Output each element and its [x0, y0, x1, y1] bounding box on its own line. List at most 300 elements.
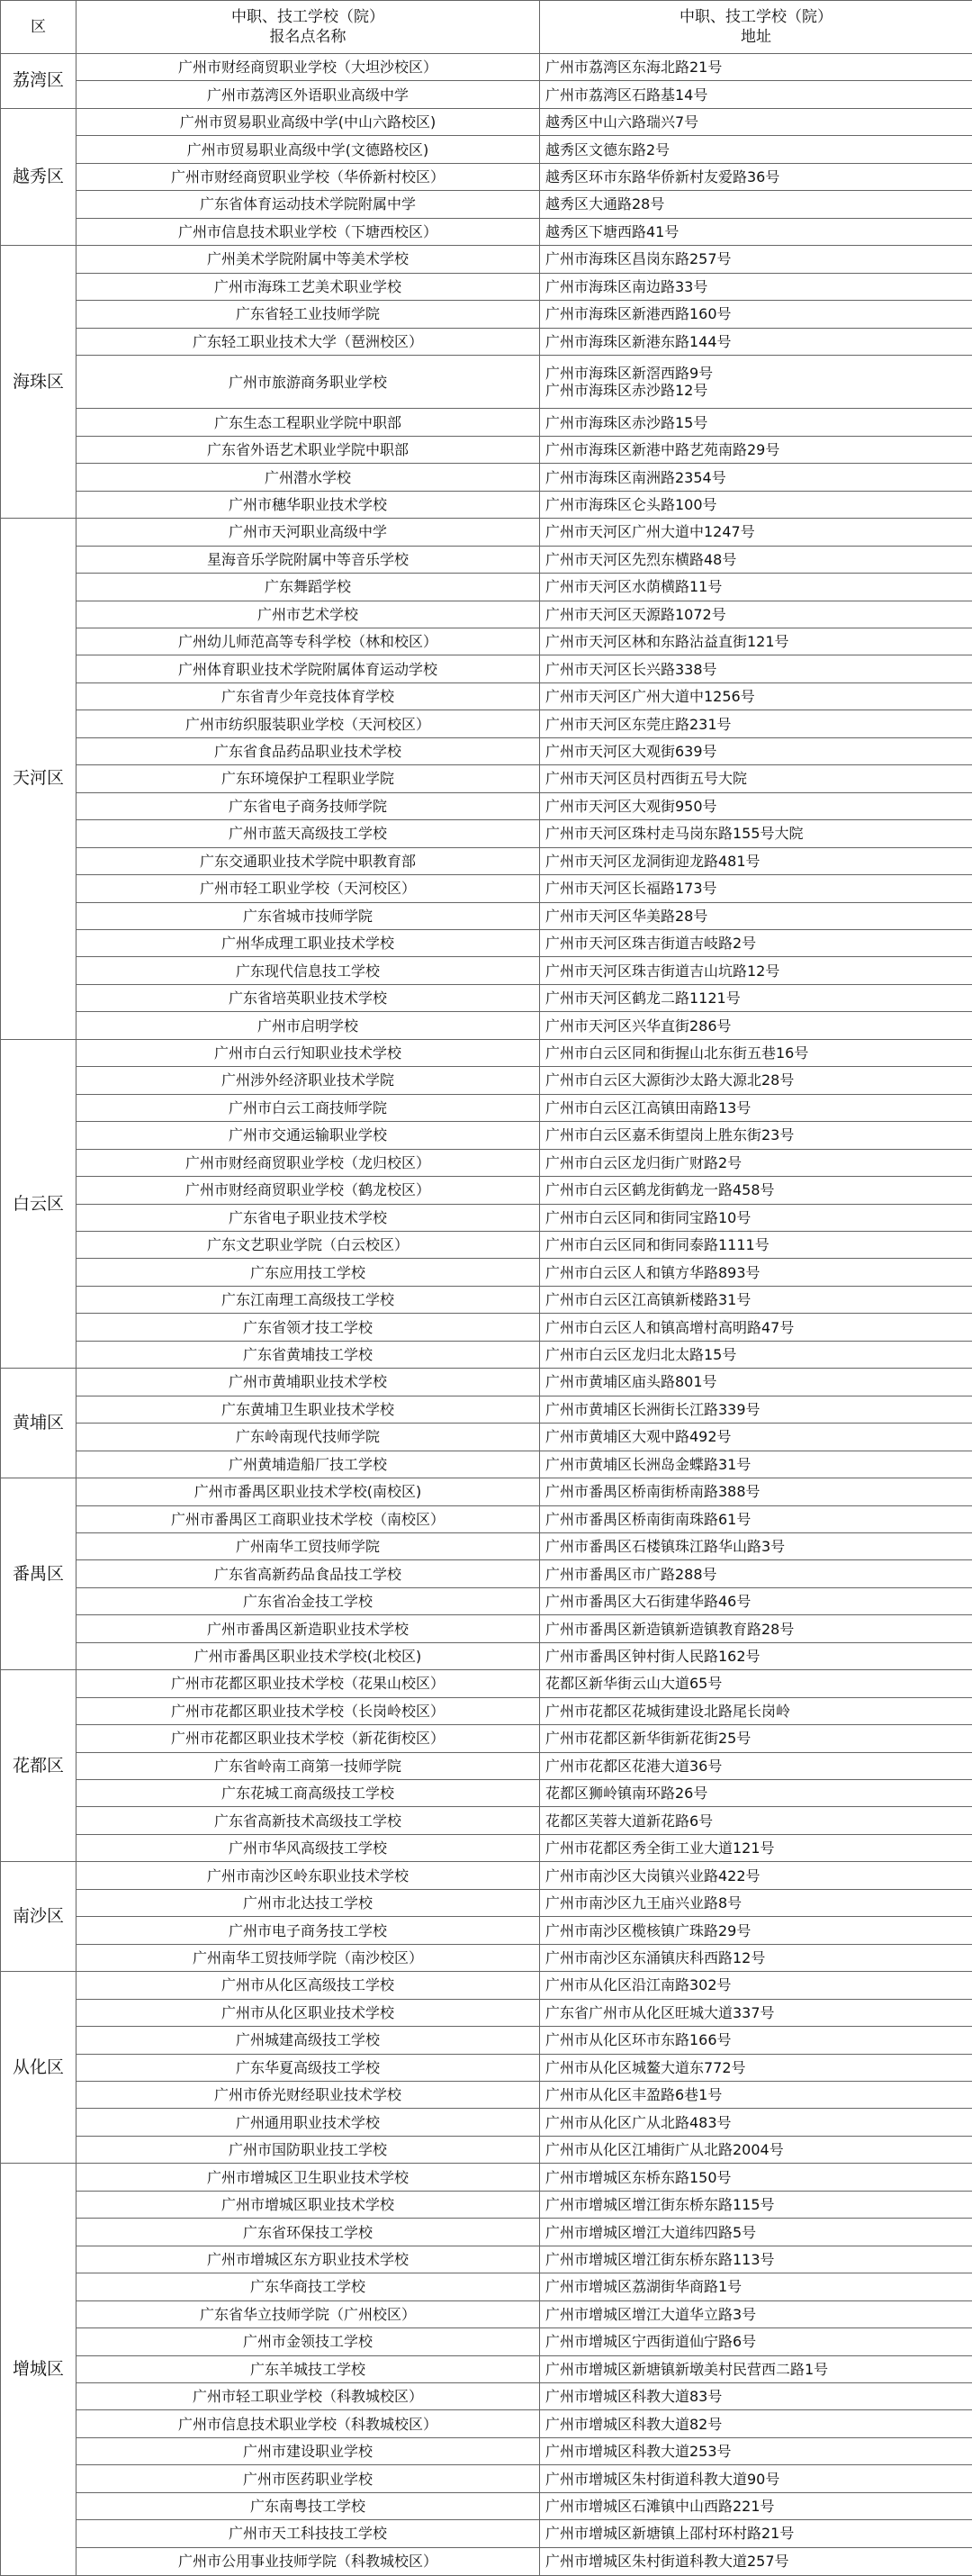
table-row [1, 902, 972, 929]
school-name-cell: 广州市从化区高级技工学校 [76, 1972, 540, 1999]
address-line: 广州市增城区东桥东路150号 [545, 2168, 732, 2186]
school-name-cell: 广州市天工科技技工学校 [76, 2520, 540, 2547]
address-line: 广州市荔湾区东海北路21号 [545, 59, 723, 77]
address-cell [540, 1369, 972, 1396]
table-row [1, 1012, 972, 1039]
address-line: 广州市从化区沿江南路302号 [545, 1976, 732, 1994]
address-line: 广州市番禺区石楼镇珠江路华山路3号 [545, 1538, 786, 1556]
address-cell [540, 710, 972, 737]
school-name-cell: 广东华商技工学校 [76, 2273, 540, 2300]
address-cell [540, 2437, 972, 2464]
table-row [1, 1341, 972, 1368]
school-name-cell: 广东黄埔卫生职业技术学校 [76, 1396, 540, 1423]
address-cell [540, 409, 972, 436]
school-name-cell: 广东省轻工业技师学院 [76, 301, 540, 328]
school-name-cell: 广东省黄埔技工学校 [76, 1341, 540, 1368]
address-cell [540, 765, 972, 792]
school-name-cell: 广东舞蹈学校 [76, 574, 540, 601]
address-cell [540, 682, 972, 710]
address-cell [540, 2465, 972, 2492]
address-cell [540, 2520, 972, 2547]
school-name-cell: 广东花城工商高级技工学校 [76, 1780, 540, 1807]
address-line: 广州市天河区长兴路338号 [545, 660, 717, 678]
district-cell: 从化区 [1, 1972, 76, 2164]
address-line: 广州市番禺区新造镇新造镇教育路28号 [545, 1620, 795, 1638]
school-name-cell: 广州体育职业技术学院附属体育运动学校 [76, 655, 540, 682]
address-cell [540, 1642, 972, 1669]
school-name-cell: 广州南华工贸技师学院（南沙校区） [76, 1944, 540, 1971]
table-row [1, 2082, 972, 2109]
address-line: 花都区新华街云山大道65号 [545, 1675, 723, 1693]
address-line: 广州市增城区科教大道82号 [545, 2415, 723, 2433]
school-name-cell: 广东生态工程职业学院中职部 [76, 409, 540, 436]
school-name-cell: 广州通用职业技术学校 [76, 2109, 540, 2136]
school-name-cell: 广州市花都区职业技术学校（长岗岭校区） [76, 1697, 540, 1724]
address-line: 广州市白云区龙归街广财路2号 [545, 1153, 742, 1171]
school-name-cell: 广州市贸易职业高级中学(文德路校区) [76, 136, 540, 163]
school-name-cell: 广州市花都区职业技术学校（新花街校区） [76, 1725, 540, 1752]
address-line: 广州市黄埔区庙头路801号 [545, 1373, 717, 1391]
school-name-cell: 广州市启明学校 [76, 1012, 540, 1039]
address-cell [540, 1341, 972, 1368]
address-cell [540, 1231, 972, 1258]
district-cell: 海珠区 [1, 246, 76, 519]
district-cell: 黄埔区 [1, 1369, 76, 1478]
address-cell [540, 1999, 972, 2026]
address-line: 广州市花都区秀全街工业大道121号 [545, 1839, 775, 1857]
address-line: 广州市增城区科教大道253号 [545, 2443, 732, 2461]
address-cell [540, 273, 972, 300]
address-column-header [540, 1, 972, 54]
table-row [1, 1834, 972, 1861]
address-line: 越秀区大通路28号 [545, 195, 665, 213]
school-name-cell: 广州市天河职业高级中学 [76, 519, 540, 546]
address-cell [540, 2300, 972, 2327]
address-line: 广州市天河区广州大道中1256号 [545, 688, 755, 706]
school-name-cell: 广州市增城区卫生职业技术学校 [76, 2164, 540, 2191]
school-name-cell: 广州市信息技术职业学校（下塘西校区） [76, 218, 540, 245]
table-row [1, 2109, 972, 2136]
table-row [1, 464, 972, 491]
address-cell [540, 491, 972, 518]
table-row [1, 1560, 972, 1587]
address-line: 广州市天河区长福路173号 [545, 880, 717, 898]
table-row [1, 1725, 972, 1752]
table-row [1, 2328, 972, 2355]
address-cell [540, 464, 972, 491]
address-cell [540, 1039, 972, 1066]
address-line: 广州市天河区天源路1072号 [545, 605, 726, 623]
address-line: 广州市海珠区仑头路100号 [545, 495, 717, 513]
table-row [1, 1532, 972, 1559]
address-line: 广州市增城区荔湖街华商路1号 [545, 2278, 742, 2296]
table-row [1, 246, 972, 273]
address-line: 广州市增城区增江街东桥东路113号 [545, 2250, 775, 2268]
table-header-row [1, 1, 972, 54]
table-row [1, 54, 972, 81]
school-name-cell: 广东省冶金技工学校 [76, 1587, 540, 1614]
table-row [1, 2136, 972, 2163]
address-cell [540, 1752, 972, 1779]
school-name-cell: 广东省高新药品食品技工学校 [76, 1560, 540, 1587]
table-row [1, 301, 972, 328]
school-name-cell: 广州市增城区职业技术学校 [76, 2191, 540, 2218]
address-cell [540, 546, 972, 573]
address-cell [540, 1670, 972, 1697]
school-name-cell: 广州城建高级技工学校 [76, 2027, 540, 2054]
school-name-cell: 广州市电子商务技工学校 [76, 1917, 540, 1944]
school-name-cell: 广州市交通运输职业学校 [76, 1122, 540, 1149]
table-row [1, 1094, 972, 1121]
table-row [1, 108, 972, 135]
school-name-cell: 广东省体育运动技术学院附属中学 [76, 191, 540, 218]
table-row [1, 491, 972, 518]
address-header-line2: 地址 [741, 28, 771, 46]
table-row [1, 847, 972, 874]
address-line: 广州市南沙区九王庙兴业路8号 [545, 1894, 742, 1912]
table-row [1, 2246, 972, 2273]
address-line: 广州市天河区林和东路沾益直街121号 [545, 633, 789, 651]
address-cell [540, 1917, 972, 1944]
school-name-cell: 广东应用技工学校 [76, 1259, 540, 1286]
table-row [1, 328, 972, 355]
school-header-line2: 报名点名称 [269, 28, 346, 46]
address-cell [540, 2383, 972, 2410]
table-row [1, 2191, 972, 2218]
address-line: 广州市番禺区市广路288号 [545, 1565, 717, 1583]
district-cell: 荔湾区 [1, 54, 76, 109]
district-cell: 天河区 [1, 519, 76, 1040]
table-row [1, 1259, 972, 1286]
address-cell [540, 1725, 972, 1752]
table-row [1, 710, 972, 737]
school-header-line1: 中职、技工学校（院） [231, 8, 384, 26]
school-name-cell: 广州涉外经济职业技术学院 [76, 1067, 540, 1094]
table-row [1, 2410, 972, 2437]
table-row [1, 1204, 972, 1231]
school-name-cell: 广州华成理工职业技术学校 [76, 929, 540, 956]
address-line: 广州市白云区龙归北太路15号 [545, 1346, 737, 1363]
school-name-cell: 广州市贸易职业高级中学(中山六路校区) [76, 108, 540, 135]
school-name-cell: 广东文艺职业学院（白云校区） [76, 1231, 540, 1258]
address-cell [540, 1780, 972, 1807]
address-line: 广州市天河区广州大道中1247号 [545, 523, 755, 541]
table-row [1, 1642, 972, 1669]
address-line: 广州市从化区江埔街广从北路2004号 [545, 2141, 784, 2159]
school-name-cell: 广州市穗华职业技术学校 [76, 491, 540, 518]
address-cell [540, 2027, 972, 2054]
address-cell [540, 2191, 972, 2218]
address-cell [540, 1834, 972, 1861]
address-line-secondary: 广州市海珠区赤沙路12号 [545, 382, 708, 400]
address-line: 广州市天河区大观街639号 [545, 743, 717, 761]
address-cell [540, 108, 972, 135]
table-row [1, 1670, 972, 1697]
school-name-cell: 广州美术学院附属中等美术学校 [76, 246, 540, 273]
table-row [1, 737, 972, 764]
table-row [1, 1697, 972, 1724]
table-row [1, 1451, 972, 1478]
address-line: 广州市黄埔区大观中路492号 [545, 1428, 732, 1446]
school-name-cell: 广州市白云行知职业技术学校 [76, 1039, 540, 1066]
address-line: 广州市海珠区新港中路艺苑南路29号 [545, 441, 780, 459]
address-line: 广州市黄埔区长洲街长江路339号 [545, 1400, 760, 1418]
address-cell [540, 1478, 972, 1505]
address-cell [540, 792, 972, 819]
address-line: 广州市增城区增江街东桥东路115号 [545, 2196, 775, 2214]
address-cell [540, 1889, 972, 1916]
table-row [1, 1917, 972, 1944]
table-row [1, 1369, 972, 1396]
school-name-cell: 广东羊城技工学校 [76, 2355, 540, 2382]
school-name-cell: 广东省培英职业技术学校 [76, 984, 540, 1011]
table-row [1, 2355, 972, 2382]
address-line: 越秀区环市东路华侨新村友爱路36号 [545, 168, 780, 186]
school-name-cell: 广东省电子职业技术学校 [76, 1204, 540, 1231]
address-cell [540, 2164, 972, 2191]
address-cell [540, 1094, 972, 1121]
table-row [1, 1862, 972, 1889]
school-name-cell: 广州市财经商贸职业学校（大坦沙校区） [76, 54, 540, 81]
school-name-cell: 广东交通职业技术学院中职教育部 [76, 847, 540, 874]
table-row [1, 2300, 972, 2327]
school-name-cell: 广东省食品药品职业技术学校 [76, 737, 540, 764]
address-cell [540, 2219, 972, 2246]
table-row [1, 1067, 972, 1094]
school-name-cell: 广州市南沙区岭东职业技术学校 [76, 1862, 540, 1889]
table-row [1, 1972, 972, 1999]
address-cell [540, 1012, 972, 1039]
address-line: 广州市增城区新塘镇上邵村环村路21号 [545, 2525, 795, 2543]
address-cell [540, 246, 972, 273]
school-name-cell: 广州市花都区职业技术学校（花果山校区） [76, 1670, 540, 1697]
school-name-cell: 广州市旅游商务职业学校 [76, 355, 540, 408]
address-cell [540, 2547, 972, 2575]
table-row [1, 1889, 972, 1916]
address-line: 广州市白云区同和街同宝路10号 [545, 1208, 752, 1226]
address-cell [540, 1122, 972, 1149]
table-row [1, 355, 972, 408]
address-cell [540, 2054, 972, 2081]
table-row [1, 1314, 972, 1341]
address-line: 广州市花都区新华街新花街25号 [545, 1730, 752, 1748]
school-name-cell: 广东省高新技术高级技工学校 [76, 1807, 540, 1834]
table-row [1, 1752, 972, 1779]
table-row [1, 1286, 972, 1313]
address-cell [540, 574, 972, 601]
address-line: 广州市天河区员村西街五号大院 [545, 770, 748, 788]
address-cell [540, 81, 972, 108]
school-name-cell: 广州市医药职业学校 [76, 2465, 540, 2492]
table-row [1, 1505, 972, 1532]
table-row [1, 2054, 972, 2081]
district-cell: 南沙区 [1, 1862, 76, 1972]
school-name-cell: 广东省岭南工商第一技师学院 [76, 1752, 540, 1779]
school-name-cell: 广州潜水学校 [76, 464, 540, 491]
school-name-cell: 广州市番禺区职业技术学校(南校区) [76, 1478, 540, 1505]
table-row [1, 546, 972, 573]
table-row [1, 957, 972, 984]
school-name-cell: 广州市纺织服装职业学校（天河校区） [76, 710, 540, 737]
address-cell [540, 1587, 972, 1614]
address-line: 广州市从化区广从北路483号 [545, 2113, 732, 2131]
address-cell [540, 2136, 972, 2163]
table-row [1, 191, 972, 218]
address-line: 广州市海珠区新滘西路9号 [545, 365, 714, 383]
table-row [1, 820, 972, 847]
address-line: 越秀区下塘西路41号 [545, 222, 680, 240]
address-line: 广州市增城区新塘镇新墩美村民营西二路1号 [545, 2360, 829, 2378]
address-cell [540, 1560, 972, 1587]
address-cell [540, 328, 972, 355]
address-line: 广州市番禺区大石街建华路46号 [545, 1593, 752, 1611]
school-name-cell: 广东省城市技师学院 [76, 902, 540, 929]
address-line: 广州市从化区丰盈路6巷1号 [545, 2086, 723, 2104]
school-name-cell: 广州市信息技术职业学校（科教城校区） [76, 2410, 540, 2437]
address-cell [540, 1972, 972, 1999]
address-line: 广州市番禺区桥南街桥南路388号 [545, 1483, 760, 1501]
district-cell: 越秀区 [1, 108, 76, 245]
school-name-cell: 广州市番禺区职业技术学校(北校区) [76, 1642, 540, 1669]
address-cell [540, 601, 972, 628]
address-cell [540, 1862, 972, 1889]
table-row [1, 218, 972, 245]
school-name-cell: 广州市财经商贸职业学校（鹤龙校区） [76, 1177, 540, 1204]
address-cell [540, 1424, 972, 1451]
address-line: 广州市海珠区新港东路144号 [545, 332, 732, 350]
table-row [1, 81, 972, 108]
table-row [1, 1149, 972, 1176]
address-cell [540, 902, 972, 929]
school-name-cell: 广州市北达技工学校 [76, 1889, 540, 1916]
district-column-header [1, 1, 76, 54]
table-row [1, 1944, 972, 1971]
school-name-cell: 广州市海珠工艺美术职业学校 [76, 273, 540, 300]
address-line: 广州市天河区先烈东横路48号 [545, 550, 737, 568]
table-row [1, 1807, 972, 1834]
address-line: 广州市南沙区榄核镇广珠路29号 [545, 1921, 752, 1939]
address-line: 越秀区中山六路瑞兴7号 [545, 113, 699, 131]
school-name-cell: 广州市番禺区工商职业技术学校（南校区） [76, 1505, 540, 1532]
table-row [1, 929, 972, 956]
table-row [1, 1039, 972, 1066]
address-line: 广州市白云区同和街握山北东街五巷16号 [545, 1044, 809, 1062]
address-line: 广州市南沙区东涌镇庆科西路12号 [545, 1948, 766, 1966]
address-line: 广州市南沙区大岗镇兴业路422号 [545, 1866, 760, 1885]
table-row [1, 2465, 972, 2492]
address-cell [540, 2082, 972, 2109]
address-cell [540, 436, 972, 463]
address-line: 广州市番禺区桥南街南珠路61号 [545, 1510, 752, 1528]
address-cell [540, 54, 972, 81]
school-name-cell: 广州市建设职业学校 [76, 2437, 540, 2464]
address-cell [540, 1314, 972, 1341]
school-name-cell: 广州市白云工商技师学院 [76, 1094, 540, 1121]
address-line: 广州市海珠区南边路33号 [545, 277, 708, 295]
school-name-cell: 广州市轻工职业学校（天河校区） [76, 875, 540, 902]
address-line: 广州市海珠区南洲路2354号 [545, 468, 726, 486]
table-row [1, 1615, 972, 1642]
address-cell [540, 163, 972, 190]
school-name-cell: 广州市轻工职业学校（科教城校区） [76, 2383, 540, 2410]
school-name-cell: 广州市增城区东方职业技术学校 [76, 2246, 540, 2273]
address-line: 广州市增城区朱村街道科教大道90号 [545, 2470, 780, 2488]
table-row [1, 574, 972, 601]
table-row [1, 875, 972, 902]
table-row [1, 984, 972, 1011]
school-name-cell: 广州市华风高级技工学校 [76, 1834, 540, 1861]
address-cell [540, 1505, 972, 1532]
school-name-cell: 广东省电子商务技师学院 [76, 792, 540, 819]
table-row [1, 682, 972, 710]
address-cell [540, 519, 972, 546]
table-row [1, 1177, 972, 1204]
address-cell [540, 628, 972, 655]
table-row [1, 628, 972, 655]
school-name-cell: 广州市金领技工学校 [76, 2328, 540, 2355]
address-cell [540, 1204, 972, 1231]
school-name-cell: 广东现代信息技工学校 [76, 957, 540, 984]
address-cell [540, 2355, 972, 2382]
school-name-cell: 广州市财经商贸职业学校（龙归校区） [76, 1149, 540, 1176]
table-row [1, 163, 972, 190]
address-line: 花都区芙蓉大道新花路6号 [545, 1812, 714, 1830]
address-line: 广州市白云区嘉禾街望岗上胜东街23号 [545, 1126, 795, 1144]
school-name-cell: 广州市从化区职业技术学校 [76, 1999, 540, 2026]
address-line: 广州市白云区人和镇方华路893号 [545, 1263, 760, 1281]
table-row [1, 519, 972, 546]
address-cell [540, 1286, 972, 1313]
district-cell: 增城区 [1, 2164, 76, 2576]
address-line: 广州市从化区环市东路166号 [545, 2031, 732, 2049]
address-cell [540, 655, 972, 682]
address-cell [540, 2492, 972, 2519]
table-row [1, 1396, 972, 1423]
school-name-cell: 广州市公用事业技师学院（科教城校区） [76, 2547, 540, 2575]
address-line: 花都区狮岭镇南环路26号 [545, 1785, 708, 1803]
address-cell [540, 2328, 972, 2355]
address-line: 广州市白云区人和镇高增村高明路47号 [545, 1318, 795, 1336]
district-cell: 番禺区 [1, 1478, 76, 1670]
school-name-cell: 广州市侨光财经职业技术学校 [76, 2082, 540, 2109]
address-line: 广州市荔湾区石路基14号 [545, 86, 708, 104]
address-line: 广州市天河区鹤龙二路1121号 [545, 990, 741, 1008]
address-line: 广州市增城区增江大道华立路3号 [545, 2305, 757, 2323]
table-row [1, 2547, 972, 2575]
address-line: 广州市天河区华美路28号 [545, 907, 708, 925]
address-cell [540, 2109, 972, 2136]
address-cell [540, 1177, 972, 1204]
district-header-label: 区 [31, 18, 46, 36]
address-line: 广州市天河区东莞庄路231号 [545, 715, 732, 733]
table-row [1, 1231, 972, 1258]
address-line: 广州市天河区珠吉街道吉山坑路12号 [545, 962, 780, 980]
address-line: 广州市白云区鹤龙街鹤龙一路458号 [545, 1181, 775, 1199]
district-cell: 白云区 [1, 1039, 76, 1368]
address-cell [540, 2273, 972, 2300]
address-cell [540, 136, 972, 163]
table-row [1, 136, 972, 163]
school-name-cell: 广州市番禺区新造职业技术学校 [76, 1615, 540, 1642]
address-line: 广州市增城区科教大道83号 [545, 2388, 723, 2406]
table-row [1, 2492, 972, 2519]
table-row [1, 409, 972, 436]
table-row [1, 273, 972, 300]
table-row [1, 1999, 972, 2026]
address-cell [540, 957, 972, 984]
school-name-cell: 广州市蓝天高级技工学校 [76, 820, 540, 847]
table-row [1, 1587, 972, 1614]
